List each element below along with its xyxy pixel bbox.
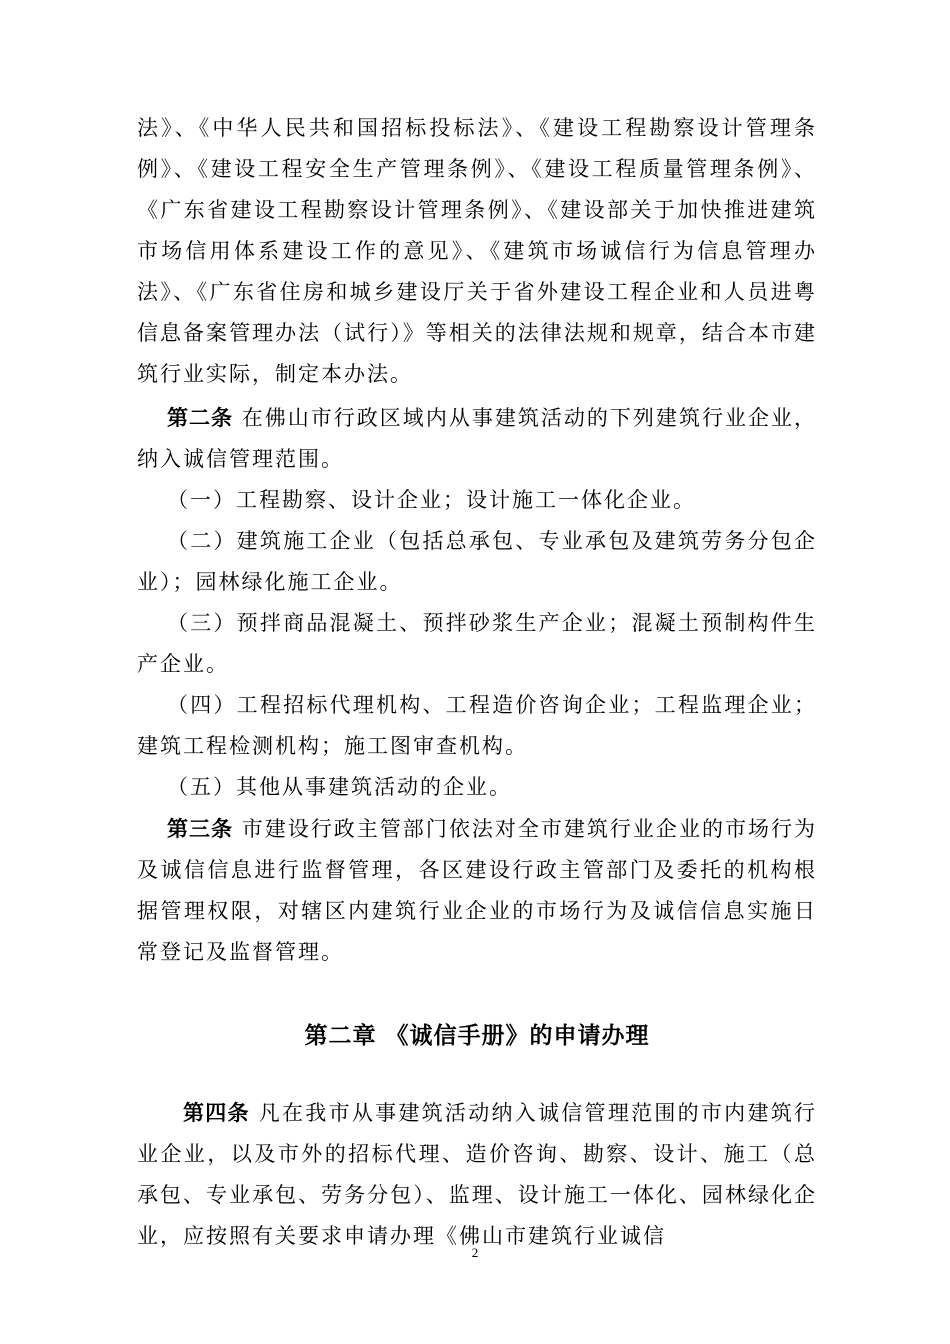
article-3-label: 第三条 [167,816,234,841]
list-item: （三）预拌商品混凝土、预拌砂浆生产企业；混凝土预制构件生产企业。 [137,611,817,676]
article-4 [137,1092,817,1257]
chapter-2-title: 第二章 《诚信手册》的申请办理 [304,1023,650,1049]
page-number: 2 [471,1245,479,1260]
article-3 [137,808,817,973]
list-item: （二）建筑施工企业（包括总承包、专业承包及建筑劳务分包企业）；园林绿化施工企业。 [137,529,817,594]
list-item: （五）其他从事建筑活动的企业。 [167,775,512,799]
document-body [137,108,817,1257]
article-4-label: 第四条 [183,1100,250,1125]
article-2-label: 第二条 [167,405,234,430]
list-item: （四）工程招标代理机构、工程造价咨询企业；工程监理企业；建筑工程检测机构；施工图审查机构。 [137,693,817,758]
article-2 [137,397,817,480]
paragraph-laws-list: 法》、《中华人民共和国招标投标法》、《建设工程勘察设计管理条例》、《建设工程安全生产管理条例》、《建设工程质量管理条例》、《广东省建设工程勘察设计管理条例》、《建设部关于加快推进建筑市场信用体系建设工作的意见》、《建筑市场诚信行为信息管理办法》、《广东省住房和城乡建设厅关于省外建设工程企业和人员进粤信息备案管理办法（试行）》等相关的法律法规和规章，结合本市建筑行业实际，制定本办法。 [137,116,817,386]
article-4-text: 凡在我市从事建筑活动纳入诚信管理范围的市内建筑行业企业，以及市外的招标代理、造价咨询、勘察、设计、施工（总承包、专业承包、劳务分包）、监理、设计施工一体化、园林绿化企业，应按照有关要求申请办理《佛山市建筑行业诚信 [137,1101,817,1248]
list-item: （一）工程勘察、设计企业；设计施工一体化企业。 [167,488,696,512]
article-3-text: 市建设行政主管部门依法对全市建筑行业企业的市场行为及诚信信息进行监督管理，各区建设行政主管部门及委托的机构根据管理权限，对辖区内建筑行业企业的市场行为及诚信信息实施日常登记及监督管理。 [137,817,817,964]
article-2-text: 在佛山市行政区域内从事建筑活动的下列建筑行业企业，纳入诚信管理范围。 [137,406,817,471]
